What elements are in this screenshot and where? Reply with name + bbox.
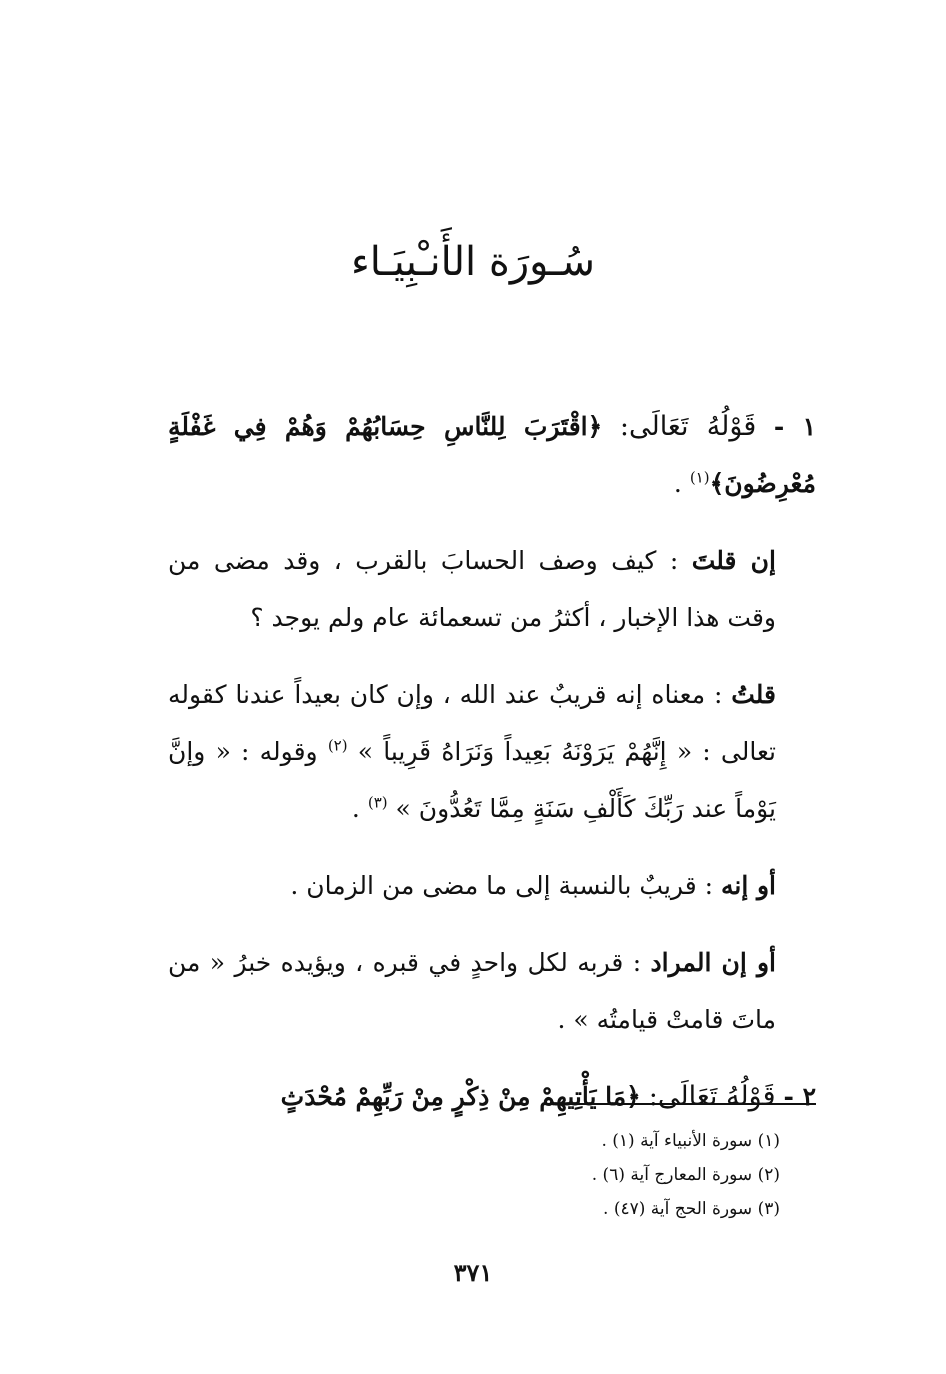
verse-end: .	[673, 469, 690, 498]
paragraph-text: : كيف وصف الحسابَ بالقرب ، وقد مضى من وقت هذا الإخبار ، أكثرُ من تسعمائة عام ولم يوجد ؟	[168, 546, 776, 632]
paragraph-text: .	[351, 794, 368, 823]
verse-number: ٢ -	[783, 1082, 816, 1111]
footnote: (٢) سورة المعارج آية (٦) .	[591, 1165, 780, 1185]
paragraph-alt-2	[168, 934, 816, 1048]
footnote-marker: (٢)	[327, 736, 348, 755]
verse-number: ١ -	[773, 412, 816, 441]
paragraph-text: : قربه لكل واحدٍ في قبره ، ويؤيده خبرُ « من ماتَ قامتْ قيامتُه » .	[168, 948, 776, 1034]
ayah-text: ﴿اقْتَرَبَ لِلنَّاسِ حِسَابُهُمْ وَهُمْ فِي غَفْلَةٍ مُعْرِضُونَ﴾	[168, 412, 816, 498]
paragraph-question	[168, 532, 816, 646]
footnotes	[400, 1124, 780, 1226]
qawl-label: قَوْلُهُ تَعَالَى:	[648, 1081, 776, 1112]
verse-1	[168, 398, 816, 512]
footnote-marker: (٣)	[367, 793, 388, 812]
paragraph-lead: قلتُ	[731, 680, 776, 709]
surah-title: سُـورَة الأَنـْبِيَـاء	[350, 239, 596, 285]
paragraph-lead: أو إن المراد	[650, 948, 776, 977]
paragraph-text: وقوله : « وإنَّ يَوْماً عند رَبِّكَ كَأَلْفِ سَنَةٍ مِمَّا تَعُدُّونَ »	[168, 737, 776, 823]
qawl-label: قَوْلُهُ تَعَالَى:	[619, 411, 757, 442]
paragraph-answer	[168, 666, 816, 837]
paragraph-alt-1	[168, 857, 816, 914]
paragraph-text: : قريبٌ بالنسبة إلى ما مضى من الزمان .	[290, 871, 721, 900]
page-number: ٣٧١	[453, 1258, 493, 1287]
paragraph-lead: أو إنه	[720, 871, 776, 900]
verse-2	[168, 1068, 816, 1125]
footnote: (١) سورة الأنبياء آية (١) .	[601, 1131, 780, 1151]
body-text	[168, 398, 816, 1145]
footnote: (٣) سورة الحج آية (٤٧) .	[603, 1199, 780, 1219]
ayah-text: ﴿مَا يَأْتِيهِمْ مِنْ ذِكْرٍ مِنْ رَبِّهِمْ مُحْدَثٍ	[280, 1082, 641, 1111]
footnote-divider	[554, 1103, 816, 1105]
paragraph-text: : معناه إنه قريبٌ عند الله ، وإن كان بعيداً عندنا كقوله تعالى : « إِنَّهُمْ يَرَوْنَهُ بَعِيداً وَنَرَاهُ قَرِيباً »	[168, 680, 776, 766]
paragraph-lead: إن قلتَ	[691, 546, 776, 575]
footnote-marker: (١)	[689, 468, 710, 487]
